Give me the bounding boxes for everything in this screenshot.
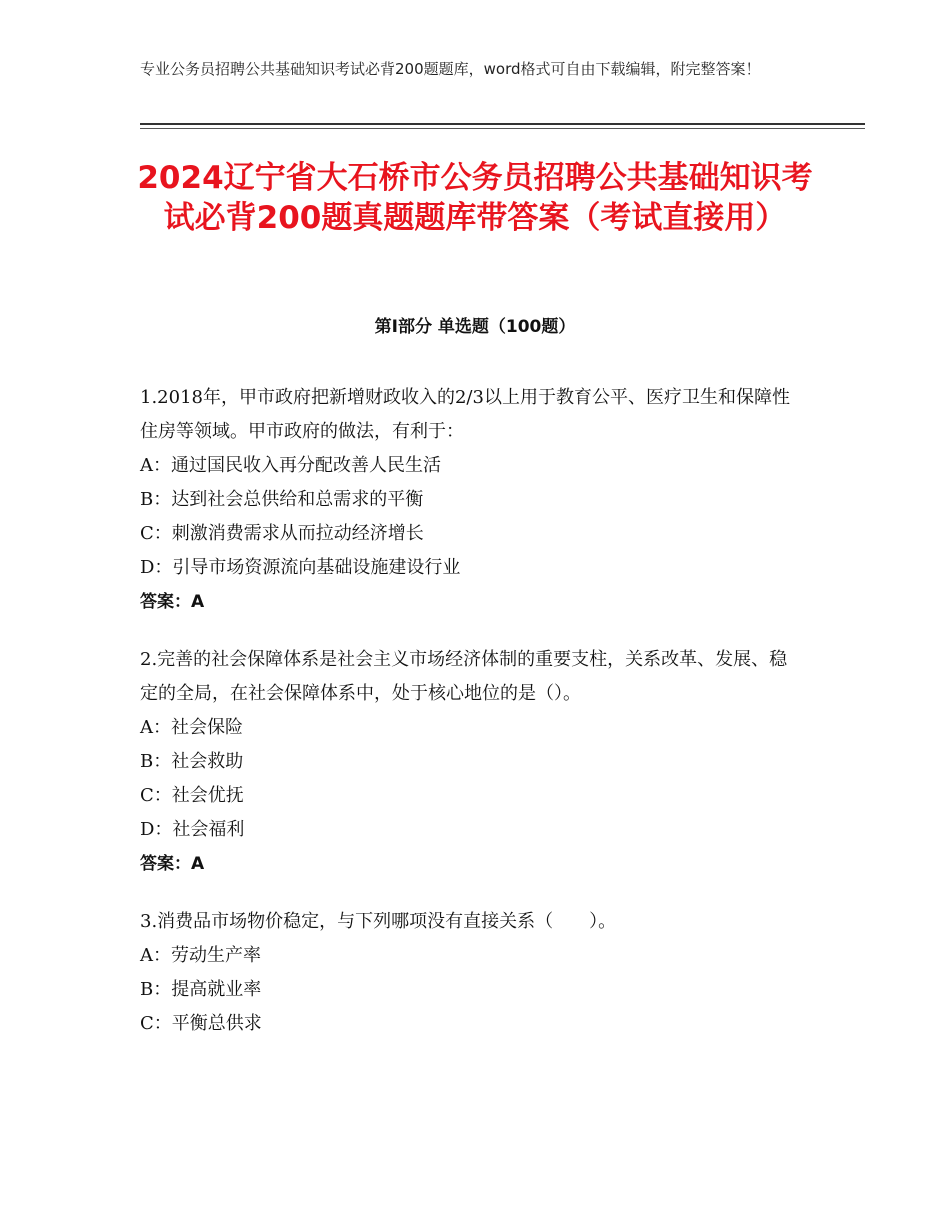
question-stem: 1.2018年，甲市政府把新增财政收入的2/3以上用于教育公平、医疗卫生和保障性住房等领域。甲市政府的做法，有利于： [140,387,790,442]
option-d: D：社会福利 [140,819,245,840]
question-stem: 2.完善的社会保障体系是社会主义市场经济体制的重要支柱，关系改革、发展、稳定的全局，在社会保障体系中，处于核心地位的是（）。 [140,649,788,704]
question-2 [140,643,805,881]
answer-label: 答案：A [140,854,205,874]
option-b: B：达到社会总供给和总需求的平衡 [140,489,424,510]
question-stem: 3.消费品市场物价稳定，与下列哪项没有直接关系（ ）。 [140,911,617,932]
document-title: 2024辽宁省大石桥市公务员招聘公共基础知识考试必背200题真题题库带答案（考试直接用） [137,160,813,236]
option-c: C：刺激消费需求从而拉动经济增长 [140,523,424,544]
question-1 [140,381,805,619]
answer-label: 答案：A [140,592,205,612]
option-a: A：社会保险 [140,717,243,738]
option-a: A：通过国民收入再分配改善人民生活 [140,455,441,476]
option-a: A：劳动生产率 [140,945,261,966]
header-note: 专业公务员招聘公共基础知识考试必背200题题库，word格式可自由下载编辑，附完整答案！ [140,60,761,78]
question-3 [140,905,805,1041]
option-d: D：引导市场资源流向基础设施建设行业 [140,557,461,578]
section-title: 第Ⅰ部分 单选题（100题） [374,317,576,337]
option-c: C：社会优抚 [140,785,244,806]
header-rule-thick [140,123,865,125]
option-b: B：社会救助 [140,751,244,772]
option-c: C：平衡总供求 [140,1013,262,1034]
question-list [140,381,805,1065]
header-rule-thin [140,128,865,129]
option-b: B：提高就业率 [140,979,262,1000]
